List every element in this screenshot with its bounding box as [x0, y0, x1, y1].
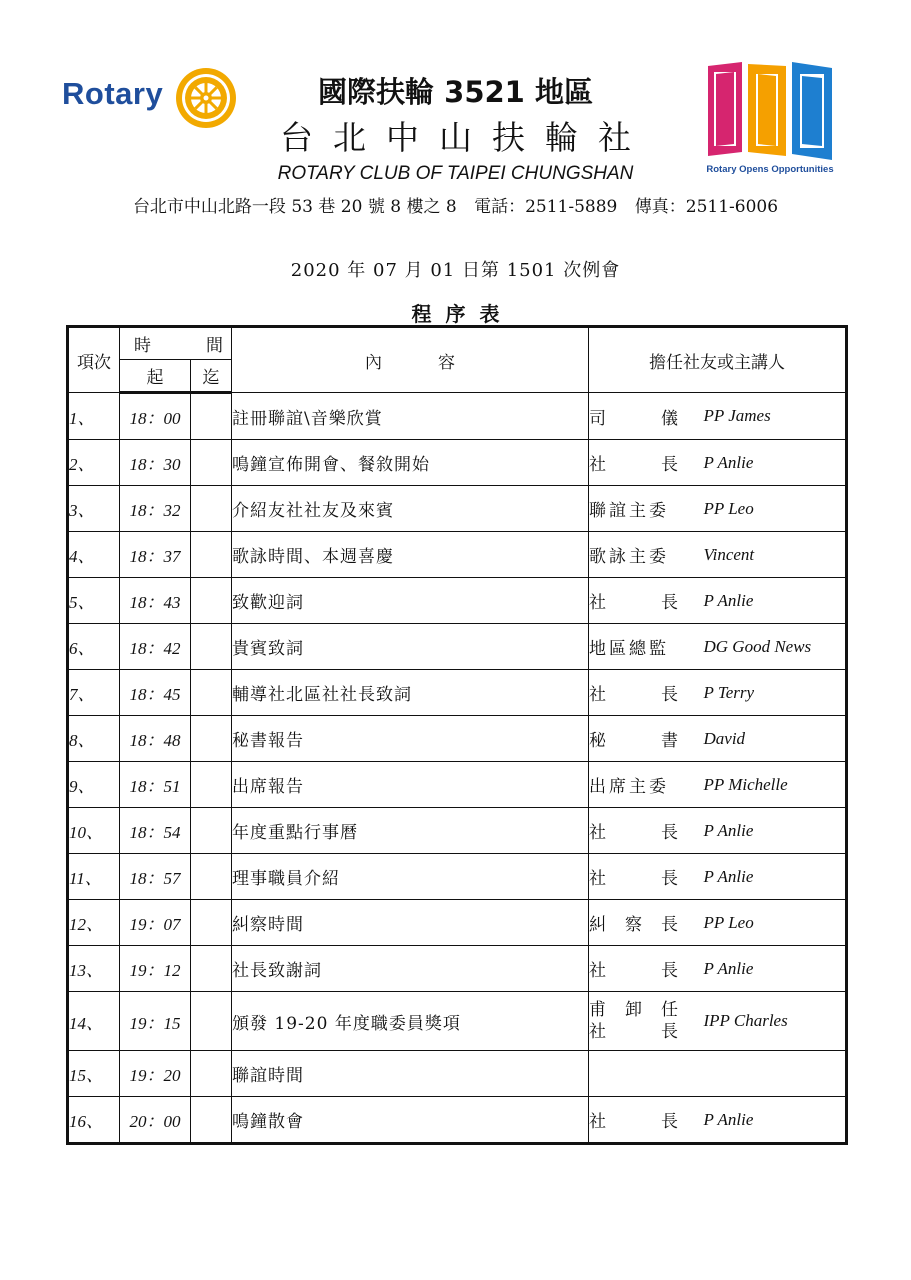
- role-char: 長: [661, 1112, 681, 1132]
- role-cell: [589, 578, 704, 624]
- speaker-name: [704, 1051, 847, 1097]
- speaker-name: P Anlie: [704, 854, 847, 900]
- role-char: 社: [589, 455, 609, 475]
- table-row: [68, 854, 847, 900]
- agenda-content: 糾察時間: [232, 900, 589, 946]
- role-char: 秘: [589, 731, 609, 751]
- role-cell: [589, 1051, 704, 1097]
- role-char: 長: [661, 1022, 681, 1042]
- end-time: [191, 440, 232, 486]
- item-number: 11、: [68, 854, 120, 900]
- speaker-name: PP Leo: [704, 900, 847, 946]
- role-char: 出席主委: [589, 777, 669, 797]
- table-row: [68, 992, 847, 1051]
- table-row: [68, 670, 847, 716]
- item-number: 5、: [68, 578, 120, 624]
- item-number: 9、: [68, 762, 120, 808]
- start-time: 18：37: [120, 532, 191, 578]
- end-time: [191, 900, 232, 946]
- table-row: [68, 808, 847, 854]
- agenda-content: 鳴鐘宣佈開會、餐敘開始: [232, 440, 589, 486]
- end-time: [191, 670, 232, 716]
- end-time: [191, 716, 232, 762]
- address: 台北市中山北路一段 53 巷 20 號 8 樓之 8: [132, 197, 457, 217]
- agenda-content: 註冊聯誼\音樂欣賞: [232, 393, 589, 440]
- agenda-content: 理事職員介紹: [232, 854, 589, 900]
- opportunities-tagline: Rotary Opens Opportunities: [706, 164, 834, 175]
- speaker-name: P Anlie: [704, 808, 847, 854]
- end-time: [191, 578, 232, 624]
- fax: 傳真：2511-6006: [634, 197, 779, 217]
- role-cell: [589, 440, 704, 486]
- role-cell: [589, 532, 704, 578]
- schedule-title-text: 程序表: [390, 302, 522, 328]
- role-char: 任: [661, 1000, 681, 1020]
- agenda-content: 出席報告: [232, 762, 589, 808]
- start-time: 18：57: [120, 854, 191, 900]
- header-content-left: 內: [365, 352, 382, 373]
- item-number: 10、: [68, 808, 120, 854]
- role-cell: [589, 762, 704, 808]
- item-number: 7、: [68, 670, 120, 716]
- item-number: 15、: [68, 1051, 120, 1097]
- table-row: [68, 532, 847, 578]
- role-char: 社: [589, 869, 609, 889]
- item-number: 16、: [68, 1097, 120, 1144]
- end-time: [191, 854, 232, 900]
- start-time: 18：30: [120, 440, 191, 486]
- role-char: 長: [661, 593, 681, 613]
- rotary-wordmark: Rotary: [62, 76, 164, 111]
- item-number: 12、: [68, 900, 120, 946]
- speaker-name: DG Good News: [704, 624, 847, 670]
- role-cell: [589, 854, 704, 900]
- header-time-left: 時: [134, 336, 151, 356]
- start-time: 19：15: [120, 992, 191, 1051]
- role-cell: [589, 808, 704, 854]
- item-number: 13、: [68, 946, 120, 992]
- item-number: 6、: [68, 624, 120, 670]
- table-row: [68, 393, 847, 440]
- role-char: 書: [661, 731, 681, 751]
- start-time: 18：51: [120, 762, 191, 808]
- table-row: [68, 578, 847, 624]
- role-char: 長: [661, 685, 681, 705]
- district-title: 國際扶輪 3521 地區: [318, 75, 593, 109]
- role-char: 社: [589, 1112, 609, 1132]
- speaker-name: P Anlie: [704, 946, 847, 992]
- meeting-date: 2020 年 07 月 01 日第 1501 次例會: [290, 260, 621, 281]
- role-char: 察: [625, 915, 645, 935]
- role-cell: [589, 992, 704, 1051]
- role-cell: [589, 670, 704, 716]
- role-char: 長: [661, 915, 681, 935]
- start-time: 18：48: [120, 716, 191, 762]
- agenda-content: 聯誼時間: [232, 1051, 589, 1097]
- table-row: [68, 946, 847, 992]
- table-row: [68, 486, 847, 532]
- role-char: 歌詠主委: [589, 547, 669, 567]
- club-name-chinese: 台北中山扶輪社: [280, 118, 651, 157]
- end-time: [191, 486, 232, 532]
- agenda-content: 輔導社北區社社長致詞: [232, 670, 589, 716]
- item-number: 8、: [68, 716, 120, 762]
- program-table: [66, 325, 848, 1145]
- role-char: 社: [589, 823, 609, 843]
- contact-line: [0, 192, 911, 217]
- role-char: 長: [661, 823, 681, 843]
- role-char: 聯誼主委: [589, 501, 669, 521]
- end-time: [191, 808, 232, 854]
- start-time: 18：32: [120, 486, 191, 532]
- role-char: 社: [589, 961, 609, 981]
- start-time: 19：20: [120, 1051, 191, 1097]
- role-cell: [589, 716, 704, 762]
- role-char: 長: [661, 961, 681, 981]
- item-number: 4、: [68, 532, 120, 578]
- table-row: [68, 900, 847, 946]
- speaker-name: PP Leo: [704, 486, 847, 532]
- start-time: 18：45: [120, 670, 191, 716]
- agenda-content: 秘書報告: [232, 716, 589, 762]
- agenda-content: 致歡迎詞: [232, 578, 589, 624]
- speaker-name: David: [704, 716, 847, 762]
- start-time: 20：00: [120, 1097, 191, 1144]
- agenda-content: 年度重點行事曆: [232, 808, 589, 854]
- role-cell: [589, 946, 704, 992]
- end-time: [191, 946, 232, 992]
- speaker-name: P Terry: [704, 670, 847, 716]
- start-time: 18：42: [120, 624, 191, 670]
- header-person: 擔任社友或主講人: [589, 327, 847, 393]
- end-time: [191, 532, 232, 578]
- role-cell: [589, 624, 704, 670]
- table-row: [68, 1097, 847, 1144]
- role-char: 長: [661, 869, 681, 889]
- agenda-content: 歌詠時間、本週喜慶: [232, 532, 589, 578]
- table-row: [68, 440, 847, 486]
- role-char: 社: [589, 685, 609, 705]
- agenda-content: 鳴鐘散會: [232, 1097, 589, 1144]
- header-end: 迄: [191, 360, 232, 393]
- table-row: [68, 716, 847, 762]
- item-number: 2、: [68, 440, 120, 486]
- agenda-content: 社長致謝詞: [232, 946, 589, 992]
- end-time: [191, 762, 232, 808]
- header-start: 起: [120, 360, 191, 393]
- item-number: 1、: [68, 393, 120, 440]
- role-cell: [589, 486, 704, 532]
- end-time: [191, 393, 232, 440]
- schedule-title: [0, 298, 911, 327]
- item-number: 14、: [68, 992, 120, 1051]
- agenda-content: 頒發 19-20 年度職委員獎項: [232, 992, 589, 1051]
- role-char: 地區總監: [589, 639, 669, 659]
- phone: 電話：2511-5889: [474, 197, 618, 217]
- start-time: 19：07: [120, 900, 191, 946]
- role-char: 社: [589, 593, 609, 613]
- speaker-name: P Anlie: [704, 578, 847, 624]
- item-number: 3、: [68, 486, 120, 532]
- speaker-name: PP Michelle: [704, 762, 847, 808]
- speaker-name: Vincent: [704, 532, 847, 578]
- speaker-name: P Anlie: [704, 1097, 847, 1144]
- end-time: [191, 624, 232, 670]
- start-time: 18：54: [120, 808, 191, 854]
- role-char: 社: [589, 1022, 609, 1042]
- role-char: 甫: [589, 1000, 609, 1020]
- start-time: 18：00: [120, 393, 191, 440]
- role-char: 司: [589, 408, 609, 429]
- header-time-right: 間: [206, 336, 223, 356]
- table-row: [68, 762, 847, 808]
- header-content: [232, 327, 589, 393]
- role-char: 糾: [589, 915, 609, 935]
- header-content-right: 容: [438, 352, 455, 373]
- end-time: [191, 992, 232, 1051]
- speaker-name: PP James: [704, 393, 847, 440]
- speaker-name: P Anlie: [704, 440, 847, 486]
- header-no: 項次: [68, 327, 120, 393]
- table-row: [68, 1051, 847, 1097]
- role-cell: [589, 900, 704, 946]
- agenda-content: 貴賓致詞: [232, 624, 589, 670]
- role-char: 儀: [661, 408, 681, 429]
- end-time: [191, 1051, 232, 1097]
- agenda-content: 介紹友社社友及來賓: [232, 486, 589, 532]
- role-char: 長: [661, 455, 681, 475]
- role-cell: [589, 1097, 704, 1144]
- speaker-name: IPP Charles: [704, 992, 847, 1051]
- role-char: 卸: [625, 1000, 645, 1020]
- start-time: 19：12: [120, 946, 191, 992]
- start-time: 18：43: [120, 578, 191, 624]
- end-time: [191, 1097, 232, 1144]
- role-cell: [589, 393, 704, 440]
- header-time: [120, 327, 232, 360]
- club-name-english: ROTARY CLUB OF TAIPEI CHUNGSHAN: [277, 163, 634, 184]
- table-row: [68, 624, 847, 670]
